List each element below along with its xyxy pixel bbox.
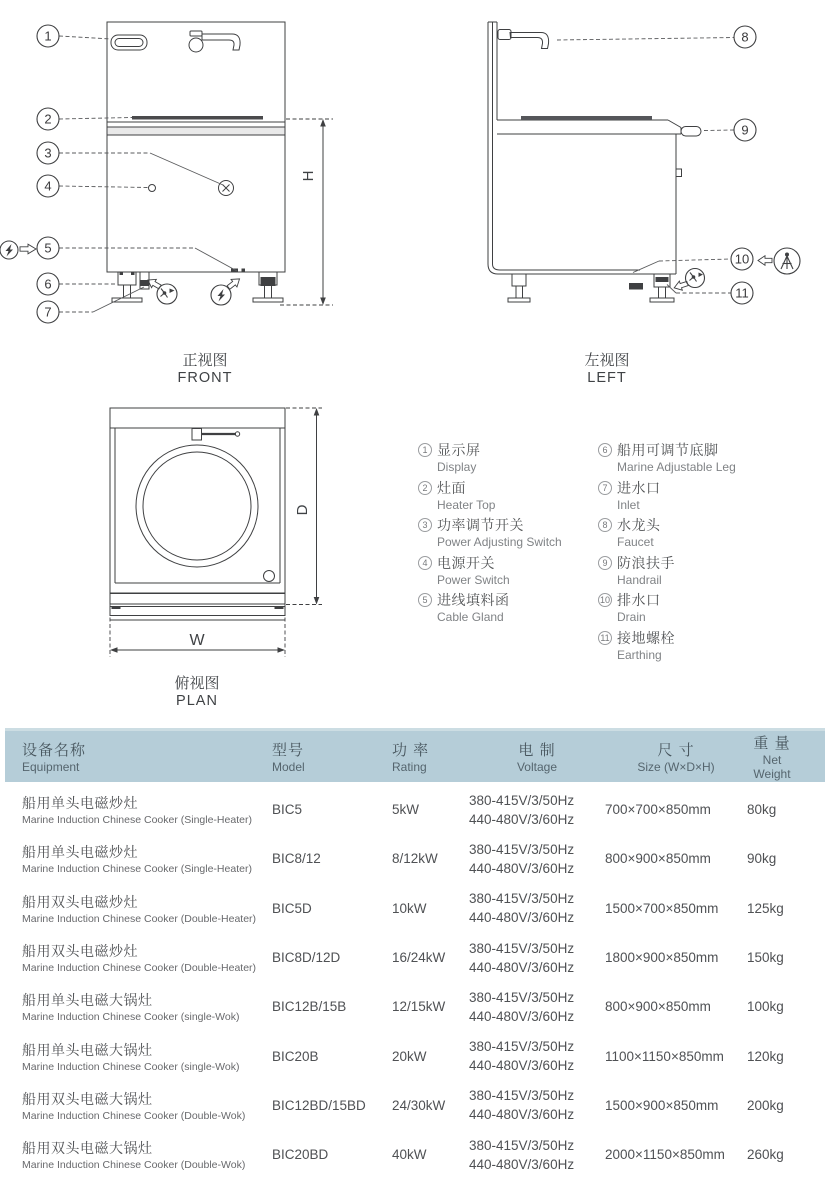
callout-4: 4: [44, 178, 52, 194]
handrail-drawing: [681, 127, 701, 137]
legend-en: Inlet: [617, 497, 640, 512]
legend-item-heater-top: [418, 478, 596, 516]
display-drawing: [111, 35, 147, 50]
electric-connection-icon: [0, 241, 36, 259]
front-view-title-en: FRONT: [177, 370, 233, 386]
legend-en: Faucet: [617, 535, 654, 550]
legend-item-power-switch: [418, 553, 596, 591]
legs-drawing: [112, 272, 283, 302]
front-view-title-zh: 正视图: [182, 352, 228, 369]
power-switch-drawing: [149, 185, 156, 192]
voltage-cell: 380-415V/3/50Hz 440-480V/3/60Hz: [469, 1137, 575, 1172]
voltage-cell: 380-415V/3/50Hz 440-480V/3/60Hz: [469, 989, 575, 1024]
front-view-drawing: [107, 22, 333, 305]
spec-table-body: [5, 785, 825, 1179]
legend-en: Power Switch: [437, 572, 510, 587]
front-dim-h-label: H: [300, 170, 317, 182]
equipment-cell: 船用双头电磁大锅灶 Marine Induction Chinese Cooker (Double-Wok): [22, 1140, 246, 1172]
legend-num-2: 2: [418, 481, 432, 495]
rating-cell: 24/30kW: [392, 1097, 446, 1113]
equipment-cell: 船用双头电磁炒灶 Marine Induction Chinese Cooker (Double-Heater): [22, 893, 257, 925]
size-cell: 1800×900×850mm: [605, 950, 719, 966]
voltage-cell: 380-415V/3/50Hz 440-480V/3/60Hz: [469, 940, 575, 975]
weight-cell: 90kg: [747, 851, 777, 867]
equipment-cell: 船用双头电磁大锅灶 Marine Induction Chinese Cooker (Double-Wok): [22, 1090, 246, 1122]
legend-num-5: 5: [418, 593, 432, 607]
callout-11: 11: [735, 285, 749, 301]
legend-num-3: 3: [418, 518, 432, 532]
equipment-cell: 船用双头电磁炒灶 Marine Induction Chinese Cooker (Double-Heater): [22, 943, 257, 975]
size-cell: 1100×1150×850mm: [605, 1048, 724, 1064]
table-row: [5, 1130, 825, 1179]
legend-item-power-adjusting-switch: [418, 515, 596, 553]
weight-cell: 100kg: [747, 999, 784, 1015]
left-faucet-drawing: [498, 30, 549, 49]
voltage-cell: 380-415V/3/50Hz 440-480V/3/60Hz: [469, 891, 575, 926]
model-cell: BIC12B/15B: [272, 999, 347, 1015]
table-row: [5, 834, 825, 883]
table-row: [5, 1031, 825, 1080]
weight-cell: 260kg: [747, 1147, 784, 1163]
model-cell: BIC8D/12D: [272, 950, 341, 966]
weight-cell: 120kg: [747, 1048, 784, 1064]
legend-en: Marine Adjustable Leg: [617, 460, 736, 474]
model-cell: BIC20B: [272, 1048, 319, 1064]
equipment-cell: 船用单头电磁大锅灶 Marine Induction Chinese Cooker (single-Wok): [22, 1041, 240, 1073]
size-cell: 1500×900×850mm: [605, 1097, 719, 1113]
legend-zh: 排水口: [617, 592, 661, 609]
legend-en: Heater Top: [437, 497, 496, 512]
callout-5: 5: [44, 240, 52, 256]
plan-view-title-en: PLAN: [176, 693, 218, 709]
size-cell: 700×700×850mm: [605, 802, 711, 818]
left-view-drawing: [488, 22, 701, 302]
callout-6: 6: [44, 276, 52, 292]
header-size: 尺 寸 Size (W×D×H): [637, 742, 715, 774]
table-row: [5, 785, 825, 834]
legend-en: Power Adjusting Switch: [437, 535, 562, 550]
legend-zh: 显示屏: [437, 442, 481, 458]
rating-cell: 16/24kW: [392, 950, 446, 966]
legend-en: Cable Gland: [437, 610, 504, 625]
rating-cell: 40kW: [392, 1147, 427, 1163]
weight-cell: 80kg: [747, 802, 777, 818]
weight-cell: 150kg: [747, 950, 784, 966]
callout-8: 8: [741, 29, 749, 45]
callout-7: 7: [44, 304, 52, 320]
legend-item-faucet: [598, 515, 828, 553]
front-leader-lines: [59, 36, 237, 312]
size-cell: 800×900×850mm: [605, 999, 711, 1015]
model-cell: BIC20BD: [272, 1147, 329, 1163]
spec-table-header: [5, 728, 825, 782]
legend-zh: 接地螺栓: [617, 629, 675, 646]
legend-item-drain: [598, 590, 828, 628]
size-cell: 2000×1150×850mm: [605, 1147, 725, 1163]
rating-cell: 5kW: [392, 802, 419, 818]
legend-item-earthing: [598, 628, 828, 666]
left-legs-drawing: [508, 274, 674, 302]
weight-cell: 200kg: [747, 1097, 784, 1113]
plan-drain-circle: [264, 571, 275, 582]
legend-num-7: 7: [598, 481, 612, 495]
left-view-title-zh: 左视图: [584, 352, 630, 369]
legend-zh: 进线填料函: [437, 592, 510, 609]
legend-item-cable-gland: [418, 590, 596, 628]
legend-zh: 电源开关: [437, 554, 495, 571]
legend-item-inlet: [598, 478, 828, 516]
callout-9: 9: [741, 122, 749, 138]
legend-column-2: [598, 440, 828, 666]
legend-zh: 防浪扶手: [617, 554, 675, 571]
plan-view-title-zh: 俯视图: [174, 675, 220, 692]
plan-view-drawing: [110, 408, 322, 657]
faucet-drawing: [189, 31, 240, 52]
left-view-title-en: LEFT: [587, 370, 627, 386]
legend-num-4: 4: [418, 556, 432, 570]
header-voltage: 电 制 Voltage: [516, 742, 558, 774]
legend-zh: 进水口: [617, 479, 661, 496]
header-rating: 功 率 Rating: [392, 742, 430, 774]
water-connection-icon-2: [673, 269, 705, 293]
legend-zh: 水龙头: [617, 517, 661, 534]
legend-num-10: 10: [599, 595, 610, 606]
voltage-cell: 380-415V/3/50Hz 440-480V/3/60Hz: [469, 792, 575, 827]
voltage-cell: 380-415V/3/50Hz 440-480V/3/60Hz: [469, 841, 575, 876]
weight-cell: 125kg: [747, 900, 784, 916]
callout-2: 2: [44, 111, 52, 127]
legend-column-1: [418, 440, 596, 628]
rating-cell: 8/12kW: [392, 851, 438, 867]
callout-3: 3: [44, 145, 52, 161]
model-cell: BIC5: [272, 802, 303, 818]
wok-outer-circle: [136, 445, 258, 567]
legend-num-1: 1: [418, 443, 432, 457]
model-cell: BIC8/12: [272, 851, 321, 867]
rating-cell: 10kW: [392, 900, 427, 916]
size-cell: 1500×700×850mm: [605, 900, 719, 916]
rating-cell: 20kW: [392, 1048, 427, 1064]
table-row: [5, 933, 825, 982]
rating-cell: 12/15kW: [392, 999, 446, 1015]
legend-en: Display: [437, 460, 477, 474]
size-cell: 800×900×850mm: [605, 851, 711, 867]
model-cell: BIC12BD/15BD: [272, 1097, 366, 1113]
legend-item-adjustable-leg: [598, 440, 828, 478]
plan-handle-drawing: [192, 429, 240, 441]
drain-connection-icon: [758, 248, 800, 274]
legend-en: Earthing: [617, 647, 662, 662]
legend-en: Handrail: [617, 572, 662, 587]
callout-10: 10: [734, 251, 750, 267]
table-row: [5, 884, 825, 933]
legend-zh: 船用可调节底脚: [617, 442, 719, 458]
legend-zh: 功率调节开关: [437, 517, 524, 534]
table-row: [5, 1081, 825, 1130]
height-dimension: [280, 119, 333, 305]
header-weight: 重 量 Net Weight: [753, 735, 791, 781]
legend-num-11: 11: [598, 631, 612, 645]
legend-item-display: [418, 440, 596, 478]
voltage-cell: 380-415V/3/50Hz 440-480V/3/60Hz: [469, 1039, 575, 1074]
legend-en: Drain: [617, 610, 646, 625]
header-equipment: 设备名称 Equipment: [22, 742, 87, 774]
plan-dim-w-label: W: [189, 632, 205, 649]
legend-zh: 灶面: [437, 479, 466, 496]
legend-num-8: 8: [598, 518, 612, 532]
equipment-cell: 船用单头电磁炒灶 Marine Induction Chinese Cooker (Single-Heater): [22, 844, 252, 876]
left-callouts: [731, 26, 756, 304]
equipment-cell: 船用单头电磁炒灶 Marine Induction Chinese Cooker (Single-Heater): [22, 795, 252, 827]
header-model: 型号 Model: [272, 742, 305, 774]
legend-num-9: 9: [598, 556, 612, 570]
water-connection-icon: [145, 276, 177, 304]
legend-item-handrail: [598, 553, 828, 591]
legend-num-6: 6: [598, 443, 612, 457]
callout-1: 1: [44, 28, 52, 44]
table-row: [5, 982, 825, 1031]
wok-inner-circle: [143, 452, 251, 560]
front-callouts: [37, 25, 59, 323]
model-cell: BIC5D: [272, 900, 312, 916]
plan-dim-d-label: D: [294, 504, 311, 516]
voltage-cell: 380-415V/3/50Hz 440-480V/3/60Hz: [469, 1088, 575, 1123]
electric-connection-icon-2: [211, 275, 242, 305]
equipment-cell: 船用单头电磁大锅灶 Marine Induction Chinese Cooker (single-Wok): [22, 992, 240, 1024]
left-leader-lines: [557, 38, 734, 294]
